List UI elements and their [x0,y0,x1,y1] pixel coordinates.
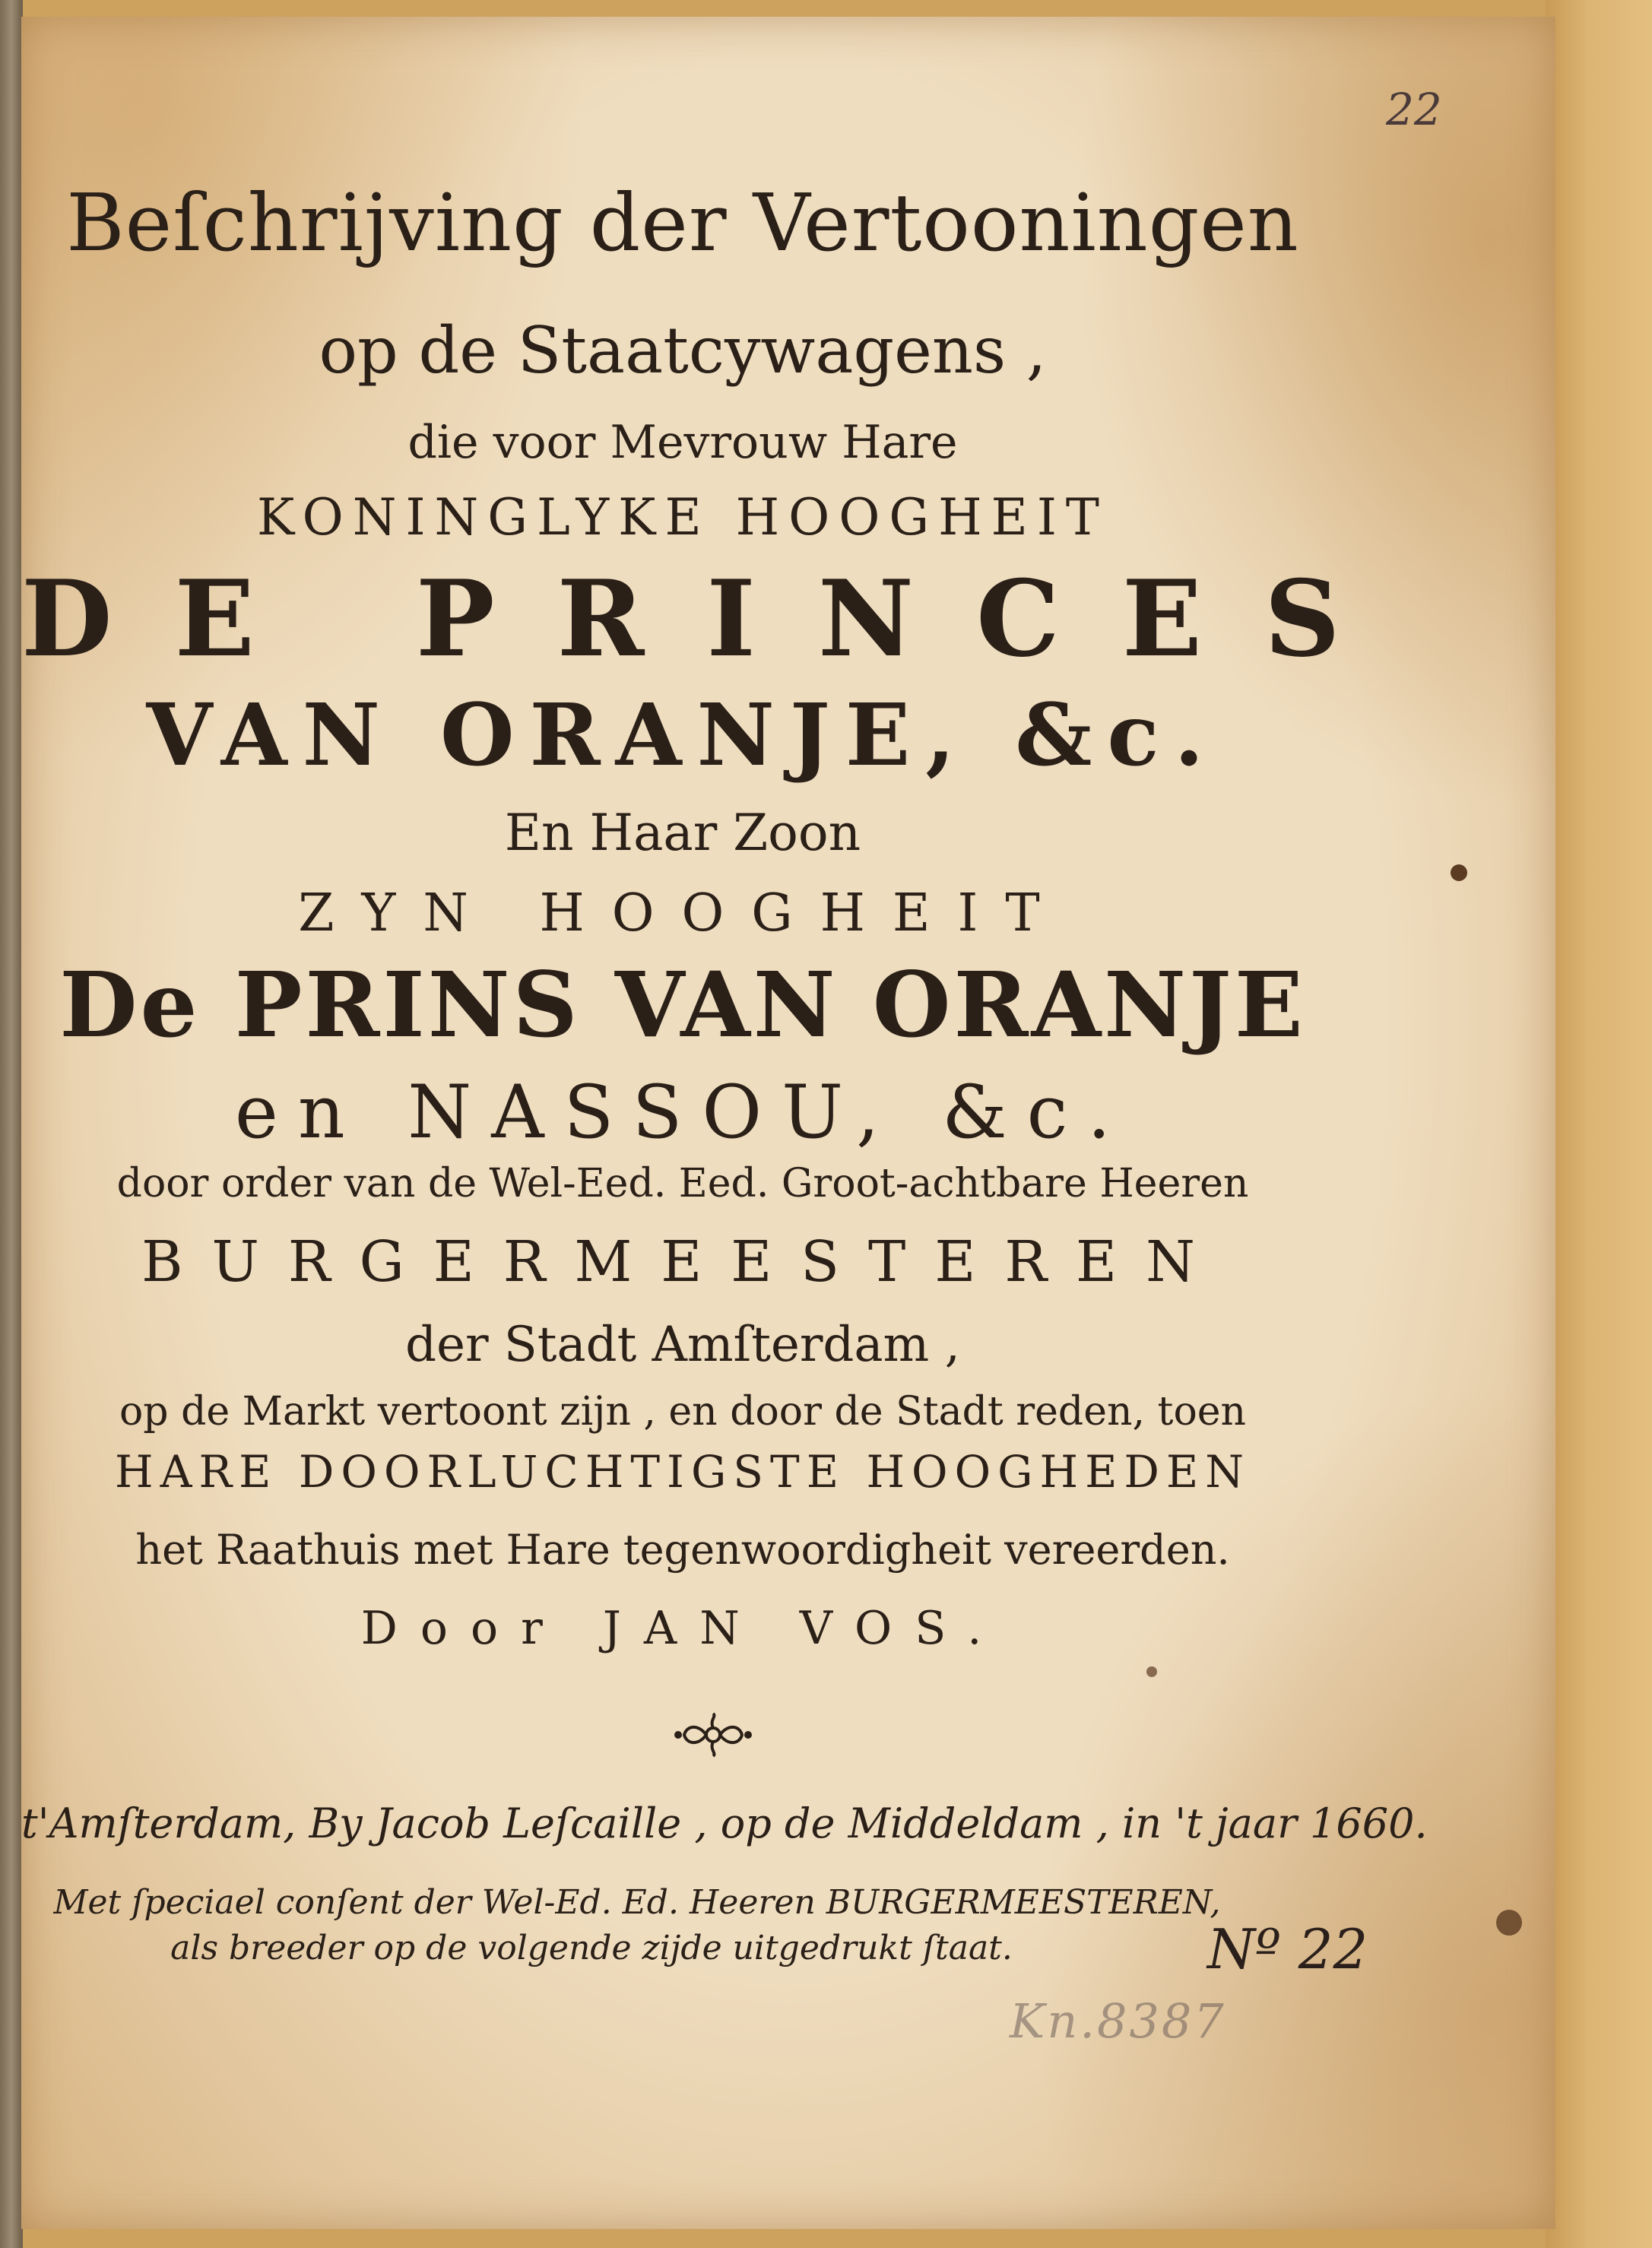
handwritten-number: Nº 22 [1207,1917,1368,1981]
title-line-5: DE PRINCES [21,556,1403,680]
printers-ornament [667,1712,759,1758]
ink-spot [1451,864,1467,881]
title-line-4: KONINGLYKE HOOGHEIT [257,488,1108,547]
title-line-12: BURGERMEESTEREN [141,1229,1224,1295]
folio-number: 22 [1386,84,1442,135]
title-line-1: Beſchrijving der Vertooningen [66,176,1299,269]
ink-spot [1496,1910,1522,1936]
ink-spot [1146,1666,1157,1677]
title-line-14: op de Markt vertoont zijn , en door de Stadt reden, toen [119,1389,1247,1435]
title-line-10: en NASSOU, &c. [235,1070,1130,1155]
title-line-8: ZYN HOOGHEIT [298,883,1067,943]
title-line-15: HARE DOORLUCHTIGSTE HOOGHEDEN [114,1446,1251,1498]
cover-board [1546,0,1652,2248]
title-line-7: En Haar Zoon [504,804,861,862]
title-line-13: der Stadt Amſterdam , [405,1317,960,1373]
title-line-3: die voor Mevrouw Hare [407,416,958,469]
title-line-11: door order van de Wel-Eed. Eed. Groot-achtbare Heeren [116,1161,1249,1206]
privilege-line-1: Met ſpeciael conſent der Wel-Ed. Ed. Heeren BURGERMEESTEREN, [53,1883,1221,1922]
title-page [21,17,1555,2229]
author-line: Door JAN VOS. [360,1602,1005,1655]
title-line-6: VAN ORANJE, &c. [146,686,1219,785]
imprint: t'Amſterdam, By Jacob Leſcaille , op de Middeldam , in 't jaar 1660. [21,1799,1428,1847]
privilege-line-2: als breeder op de volgende zijde uitgedrukt ſtaat. [170,1929,1013,1967]
title-line-9: De PRINS VAN ORANJE [59,952,1306,1057]
title-line-2: op de Staatcywagens , [319,313,1047,388]
pencil-shelfmark: Kn.8387 [1010,1993,1226,2049]
title-line-16: het Raathuis met Hare tegenwoordigheit vereerden. [135,1526,1230,1574]
